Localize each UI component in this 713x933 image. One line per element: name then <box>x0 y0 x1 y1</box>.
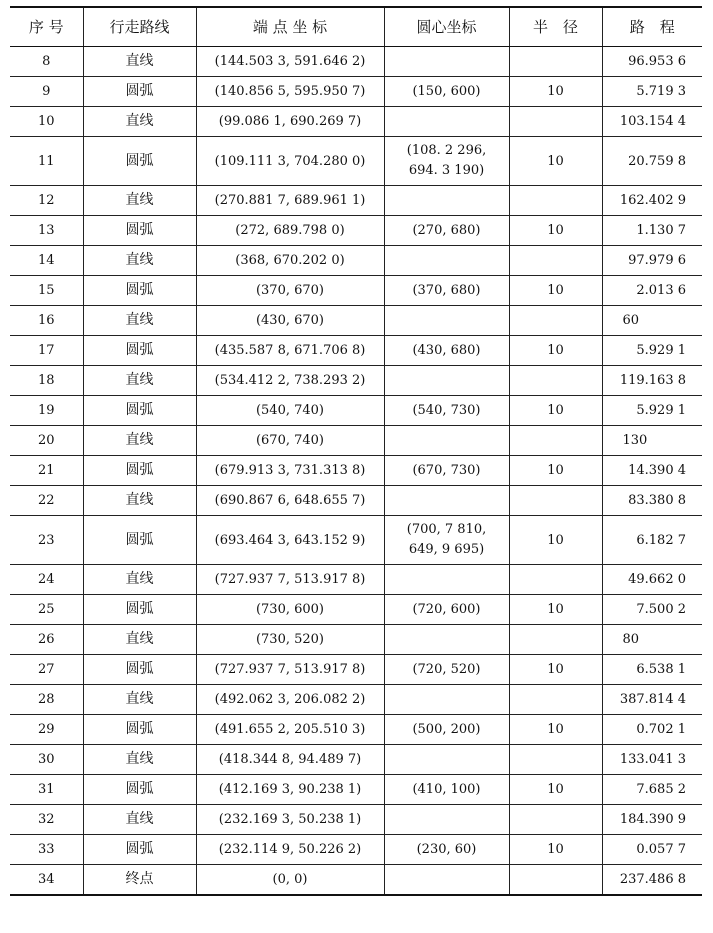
cell-distance: 0.057 7 <box>602 835 702 865</box>
cell-serial-number: 25 <box>10 595 83 625</box>
table-row <box>10 77 702 107</box>
cell-radius: 10 <box>509 77 602 107</box>
cell-radius <box>509 865 602 896</box>
cell-radius <box>509 47 602 77</box>
cell-endpoint-coordinates: (730, 600) <box>196 595 384 625</box>
cell-center-coordinates: (410, 100) <box>384 775 509 805</box>
cell-endpoint-coordinates: (272, 689.798 0) <box>196 216 384 246</box>
cell-serial-number: 22 <box>10 486 83 516</box>
cell-distance: 96.953 6 <box>602 47 702 77</box>
cell-distance: 5.929 1 <box>602 396 702 426</box>
cell-serial-number: 23 <box>10 516 83 565</box>
cell-distance: 2.013 6 <box>602 276 702 306</box>
cell-center-coordinates <box>384 107 509 137</box>
cell-radius <box>509 246 602 276</box>
cell-center-coordinates <box>384 246 509 276</box>
cell-route-type: 直线 <box>83 246 196 276</box>
cell-route-type: 圆弧 <box>83 835 196 865</box>
cell-route-type: 圆弧 <box>83 775 196 805</box>
cell-endpoint-coordinates: (693.464 3, 643.152 9) <box>196 516 384 565</box>
cell-distance: 184.390 9 <box>602 805 702 835</box>
header-distance: 路 程 <box>602 7 702 47</box>
header-serial-number: 序 号 <box>10 7 83 47</box>
cell-center-coordinates: (430, 680) <box>384 336 509 366</box>
cell-distance: 80 <box>602 625 702 655</box>
cell-route-type: 圆弧 <box>83 595 196 625</box>
table-row <box>10 396 702 426</box>
cell-radius: 10 <box>509 655 602 685</box>
header-center-coordinates: 圆心坐标 <box>384 7 509 47</box>
cell-serial-number: 13 <box>10 216 83 246</box>
cell-serial-number: 24 <box>10 565 83 595</box>
cell-route-type: 直线 <box>83 366 196 396</box>
cell-route-type: 直线 <box>83 685 196 715</box>
cell-center-coordinates <box>384 47 509 77</box>
cell-distance: 20.759 8 <box>602 137 702 186</box>
cell-route-type: 直线 <box>83 47 196 77</box>
cell-distance: 130 <box>602 426 702 456</box>
table-row <box>10 47 702 77</box>
cell-distance: 14.390 4 <box>602 456 702 486</box>
cell-center-coordinates: (370, 680) <box>384 276 509 306</box>
table-row <box>10 516 702 565</box>
cell-route-type: 直线 <box>83 805 196 835</box>
cell-radius: 10 <box>509 276 602 306</box>
cell-route-type: 圆弧 <box>83 516 196 565</box>
cell-serial-number: 14 <box>10 246 83 276</box>
cell-serial-number: 16 <box>10 306 83 336</box>
cell-route-type: 圆弧 <box>83 276 196 306</box>
table-row <box>10 565 702 595</box>
cell-endpoint-coordinates: (435.587 8, 671.706 8) <box>196 336 384 366</box>
header-radius: 半 径 <box>509 7 602 47</box>
table-row <box>10 426 702 456</box>
cell-endpoint-coordinates: (99.086 1, 690.269 7) <box>196 107 384 137</box>
cell-radius <box>509 685 602 715</box>
cell-center-coordinates <box>384 366 509 396</box>
table-row <box>10 685 702 715</box>
cell-serial-number: 9 <box>10 77 83 107</box>
table-row <box>10 216 702 246</box>
cell-endpoint-coordinates: (670, 740) <box>196 426 384 456</box>
cell-endpoint-coordinates: (534.412 2, 738.293 2) <box>196 366 384 396</box>
table-header <box>10 7 702 47</box>
cell-center-coordinates <box>384 805 509 835</box>
cell-endpoint-coordinates: (730, 520) <box>196 625 384 655</box>
table-body <box>10 47 702 896</box>
table-row <box>10 775 702 805</box>
cell-endpoint-coordinates: (418.344 8, 94.489 7) <box>196 745 384 775</box>
cell-endpoint-coordinates: (540, 740) <box>196 396 384 426</box>
cell-center-coordinates <box>384 186 509 216</box>
cell-route-type: 直线 <box>83 186 196 216</box>
cell-endpoint-coordinates: (412.169 3, 90.238 1) <box>196 775 384 805</box>
cell-serial-number: 34 <box>10 865 83 896</box>
table-row <box>10 595 702 625</box>
table-row <box>10 276 702 306</box>
cell-route-type: 直线 <box>83 625 196 655</box>
cell-distance: 237.486 8 <box>602 865 702 896</box>
cell-endpoint-coordinates: (109.111 3, 704.280 0) <box>196 137 384 186</box>
cell-radius <box>509 745 602 775</box>
cell-endpoint-coordinates: (491.655 2, 205.510 3) <box>196 715 384 745</box>
cell-radius: 10 <box>509 715 602 745</box>
cell-serial-number: 18 <box>10 366 83 396</box>
cell-distance: 103.154 4 <box>602 107 702 137</box>
cell-serial-number: 27 <box>10 655 83 685</box>
cell-serial-number: 29 <box>10 715 83 745</box>
cell-distance: 60 <box>602 306 702 336</box>
table-row <box>10 715 702 745</box>
cell-endpoint-coordinates: (727.937 7, 513.917 8) <box>196 655 384 685</box>
cell-distance: 162.402 9 <box>602 186 702 216</box>
cell-endpoint-coordinates: (679.913 3, 731.313 8) <box>196 456 384 486</box>
cell-route-type: 圆弧 <box>83 715 196 745</box>
cell-serial-number: 8 <box>10 47 83 77</box>
cell-radius <box>509 805 602 835</box>
cell-center-coordinates: (270, 680) <box>384 216 509 246</box>
table-row <box>10 107 702 137</box>
cell-route-type: 圆弧 <box>83 456 196 486</box>
cell-radius: 10 <box>509 396 602 426</box>
table-row <box>10 655 702 685</box>
cell-radius <box>509 306 602 336</box>
cell-serial-number: 19 <box>10 396 83 426</box>
table-row <box>10 186 702 216</box>
cell-endpoint-coordinates: (232.114 9, 50.226 2) <box>196 835 384 865</box>
cell-serial-number: 10 <box>10 107 83 137</box>
cell-route-type: 直线 <box>83 426 196 456</box>
cell-center-coordinates <box>384 306 509 336</box>
table-row <box>10 336 702 366</box>
cell-endpoint-coordinates: (0, 0) <box>196 865 384 896</box>
cell-serial-number: 30 <box>10 745 83 775</box>
cell-distance: 7.685 2 <box>602 775 702 805</box>
cell-radius <box>509 186 602 216</box>
cell-serial-number: 20 <box>10 426 83 456</box>
cell-endpoint-coordinates: (368, 670.202 0) <box>196 246 384 276</box>
cell-route-type: 直线 <box>83 306 196 336</box>
cell-serial-number: 12 <box>10 186 83 216</box>
cell-center-coordinates: (230, 60) <box>384 835 509 865</box>
cell-distance: 83.380 8 <box>602 486 702 516</box>
cell-radius: 10 <box>509 835 602 865</box>
cell-center-coordinates: (150, 600) <box>384 77 509 107</box>
cell-distance: 49.662 0 <box>602 565 702 595</box>
cell-serial-number: 33 <box>10 835 83 865</box>
cell-serial-number: 32 <box>10 805 83 835</box>
cell-serial-number: 15 <box>10 276 83 306</box>
header-endpoint-coordinates: 端 点 坐 标 <box>196 7 384 47</box>
cell-endpoint-coordinates: (140.856 5, 595.950 7) <box>196 77 384 107</box>
cell-center-coordinates <box>384 685 509 715</box>
table-row <box>10 456 702 486</box>
table-row <box>10 805 702 835</box>
path-coordinates-table <box>10 6 702 896</box>
cell-route-type: 圆弧 <box>83 77 196 107</box>
header-route-type: 行走路线 <box>83 7 196 47</box>
cell-radius: 10 <box>509 456 602 486</box>
table-row <box>10 246 702 276</box>
table-row <box>10 306 702 336</box>
cell-center-coordinates: (720, 600) <box>384 595 509 625</box>
cell-distance: 5.719 3 <box>602 77 702 107</box>
cell-distance: 6.538 1 <box>602 655 702 685</box>
cell-radius <box>509 107 602 137</box>
table-row <box>10 486 702 516</box>
cell-endpoint-coordinates: (727.937 7, 513.917 8) <box>196 565 384 595</box>
cell-serial-number: 17 <box>10 336 83 366</box>
cell-center-coordinates <box>384 426 509 456</box>
cell-radius: 10 <box>509 595 602 625</box>
cell-endpoint-coordinates: (690.867 6, 648.655 7) <box>196 486 384 516</box>
cell-radius: 10 <box>509 137 602 186</box>
cell-route-type: 圆弧 <box>83 336 196 366</box>
cell-endpoint-coordinates: (270.881 7, 689.961 1) <box>196 186 384 216</box>
table-row <box>10 137 702 186</box>
cell-distance: 7.500 2 <box>602 595 702 625</box>
cell-distance: 5.929 1 <box>602 336 702 366</box>
cell-center-coordinates: (670, 730) <box>384 456 509 486</box>
cell-serial-number: 28 <box>10 685 83 715</box>
cell-route-type: 圆弧 <box>83 396 196 426</box>
cell-distance: 6.182 7 <box>602 516 702 565</box>
cell-serial-number: 26 <box>10 625 83 655</box>
cell-serial-number: 21 <box>10 456 83 486</box>
cell-center-coordinates: (700, 7 810, 649, 9 695) <box>384 516 509 565</box>
cell-distance: 97.979 6 <box>602 246 702 276</box>
cell-center-coordinates <box>384 865 509 896</box>
cell-endpoint-coordinates: (492.062 3, 206.082 2) <box>196 685 384 715</box>
cell-center-coordinates: (540, 730) <box>384 396 509 426</box>
cell-distance: 0.702 1 <box>602 715 702 745</box>
table-row <box>10 865 702 896</box>
table-row <box>10 366 702 396</box>
cell-distance: 1.130 7 <box>602 216 702 246</box>
path-table-container <box>10 6 702 896</box>
cell-distance: 119.163 8 <box>602 366 702 396</box>
cell-route-type: 直线 <box>83 565 196 595</box>
cell-route-type: 直线 <box>83 745 196 775</box>
table-row <box>10 745 702 775</box>
cell-endpoint-coordinates: (370, 670) <box>196 276 384 306</box>
cell-radius: 10 <box>509 775 602 805</box>
cell-route-type: 圆弧 <box>83 137 196 186</box>
cell-radius <box>509 366 602 396</box>
cell-center-coordinates <box>384 745 509 775</box>
cell-radius <box>509 426 602 456</box>
cell-serial-number: 31 <box>10 775 83 805</box>
cell-radius: 10 <box>509 336 602 366</box>
cell-route-type: 圆弧 <box>83 216 196 246</box>
cell-center-coordinates: (500, 200) <box>384 715 509 745</box>
cell-center-coordinates <box>384 565 509 595</box>
cell-center-coordinates: (720, 520) <box>384 655 509 685</box>
cell-distance: 133.041 3 <box>602 745 702 775</box>
header-row <box>10 7 702 47</box>
cell-radius <box>509 486 602 516</box>
cell-center-coordinates <box>384 625 509 655</box>
cell-route-type: 圆弧 <box>83 655 196 685</box>
cell-center-coordinates <box>384 486 509 516</box>
cell-radius <box>509 625 602 655</box>
cell-radius: 10 <box>509 216 602 246</box>
cell-radius: 10 <box>509 516 602 565</box>
cell-route-type: 直线 <box>83 486 196 516</box>
cell-endpoint-coordinates: (430, 670) <box>196 306 384 336</box>
table-row <box>10 625 702 655</box>
cell-route-type: 终点 <box>83 865 196 896</box>
cell-endpoint-coordinates: (232.169 3, 50.238 1) <box>196 805 384 835</box>
cell-endpoint-coordinates: (144.503 3, 591.646 2) <box>196 47 384 77</box>
table-row <box>10 835 702 865</box>
cell-serial-number: 11 <box>10 137 83 186</box>
cell-radius <box>509 565 602 595</box>
cell-distance: 387.814 4 <box>602 685 702 715</box>
cell-route-type: 直线 <box>83 107 196 137</box>
cell-center-coordinates: (108. 2 296, 694. 3 190) <box>384 137 509 186</box>
